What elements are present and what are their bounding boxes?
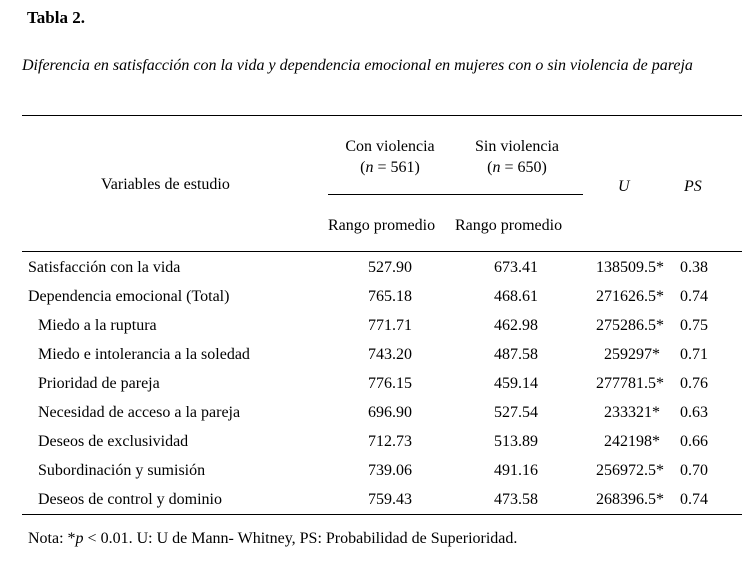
header-bottom-rule [22,251,742,252]
row-u: 259297* [604,346,660,363]
header-sin-n: (n = 650) [487,159,547,176]
row-sin: 459.14 [494,375,538,392]
row-label: Prioridad de pareja [38,375,160,392]
row-ps: 0.70 [680,462,708,479]
group-rule [328,194,583,195]
row-label: Subordinación y sumisión [38,462,206,479]
row-sin: 513.89 [494,433,538,450]
row-u: 242198* [604,433,660,450]
row-sin: 673.41 [494,259,538,276]
row-u: 271626.5* [596,288,664,305]
row-label: Satisfacción con la vida [28,259,181,276]
row-ps: 0.66 [680,433,708,450]
top-rule [22,115,742,116]
row-sin: 462.98 [494,317,538,334]
header-con-n: (n = 561) [360,159,420,176]
row-con: 743.20 [368,346,412,363]
header-ps: PS [684,178,702,195]
row-ps: 0.63 [680,404,708,421]
row-ps: 0.76 [680,375,708,392]
row-label: Miedo e intolerancia a la soledad [38,346,250,363]
bottom-rule [22,514,742,515]
row-ps: 0.38 [680,259,708,276]
row-u: 138509.5* [596,259,664,276]
row-con: 776.15 [368,375,412,392]
row-sin: 491.16 [494,462,538,479]
row-u: 256972.5* [596,462,664,479]
row-sin: 468.61 [494,288,538,305]
header-rango-con: Rango promedio [328,217,436,234]
row-label: Deseos de control y dominio [38,491,222,508]
header-u: U [618,178,630,195]
row-con: 759.43 [368,491,412,508]
row-ps: 0.71 [680,346,708,363]
row-u: 275286.5* [596,317,664,334]
row-label: Miedo a la ruptura [38,317,157,334]
row-ps: 0.75 [680,317,708,334]
row-con: 696.90 [368,404,412,421]
row-ps: 0.74 [680,491,708,508]
row-con: 712.73 [368,433,412,450]
table-caption: Diferencia en satisfacción con la vida y dependencia emocional en mujeres con o sin violencia de pareja [22,57,693,74]
row-u: 277781.5* [596,375,664,392]
row-ps: 0.74 [680,288,708,305]
row-label: Necesidad de acceso a la pareja [38,404,241,421]
header-variables: Variables de estudio [101,176,230,193]
row-con: 527.90 [368,259,412,276]
header-sin-violencia: Sin violencia [475,138,559,155]
table-label: Tabla 2. [27,8,85,27]
row-u: 268396.5* [596,491,664,508]
header-con-violencia: Con violencia [345,138,435,155]
row-sin: 487.58 [494,346,538,363]
row-sin: 527.54 [494,404,538,421]
row-u: 233321* [604,404,660,421]
row-label: Deseos de exclusividad [38,433,189,450]
row-sin: 473.58 [494,491,538,508]
row-con: 771.71 [368,317,412,334]
row-con: 739.06 [368,462,412,479]
row-label: Dependencia emocional (Total) [28,288,230,305]
header-rango-sin: Rango promedio [455,217,563,234]
row-con: 765.18 [368,288,412,305]
table-note: Nota: *p < 0.01. U: U de Mann- Whitney, PS: Probabilidad de Superioridad. [28,530,518,547]
